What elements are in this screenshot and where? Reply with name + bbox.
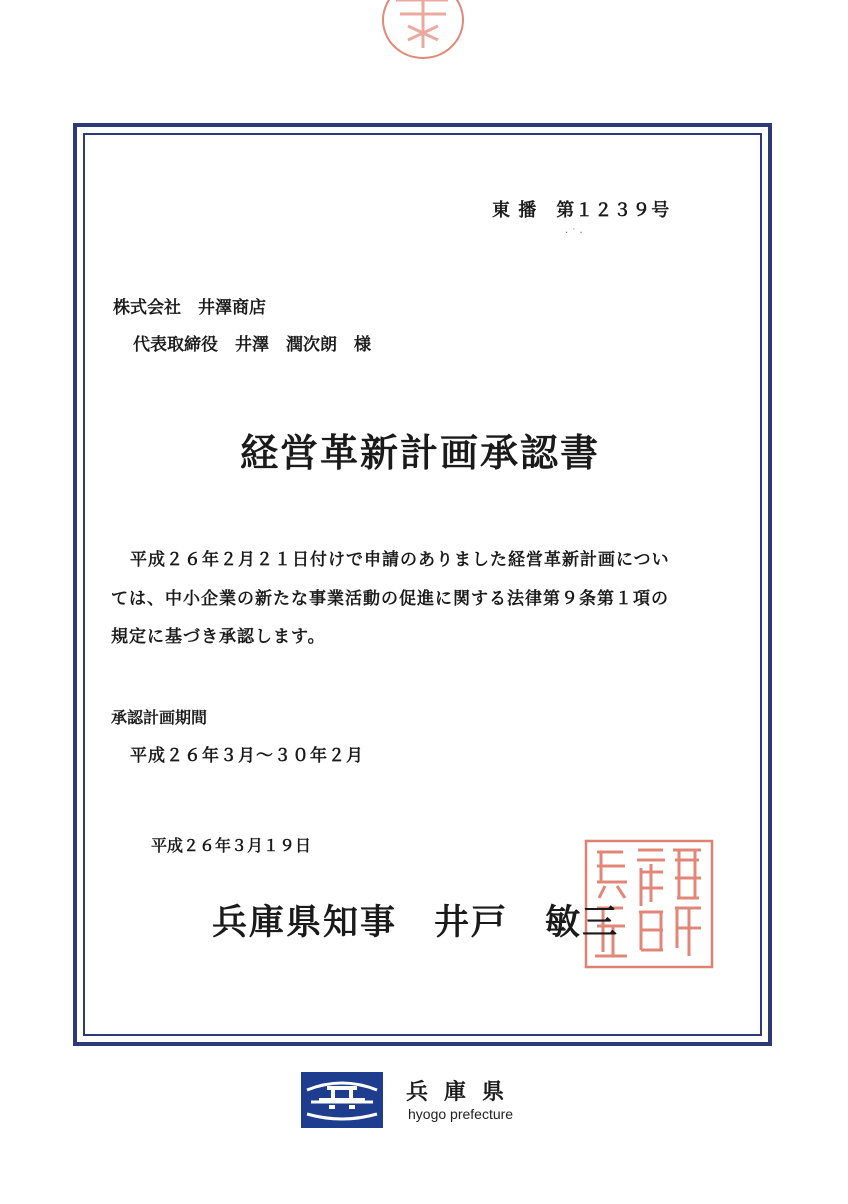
recipient-company: 株式会社 井澤商店 xyxy=(113,298,266,318)
prefecture-name-romaji: hyogo prefecture xyxy=(408,1106,514,1122)
document-number: 東 播 第１２３９号 xyxy=(492,200,671,221)
hyogo-prefecture-logo-icon xyxy=(301,1072,383,1128)
recipient-representative: 代表取締役 井澤 潤次朗 様 xyxy=(133,335,371,355)
approval-period-label: 承認計画期間 xyxy=(111,708,208,727)
body-text-line-2: ては、中小企業の新たな事業活動の促進に関する法律第９条第１項の xyxy=(111,589,669,609)
approval-period-value: 平成２６年３月～３０年２月 xyxy=(130,746,364,766)
body-text-line-1: 平成２６年２月２１日付けで申請のありました経営革新計画につい xyxy=(130,550,670,570)
governor-signature: 兵庫県知事 井戸 敏三 xyxy=(212,902,620,943)
document-title: 経営革新計画承認書 xyxy=(240,430,601,475)
partial-seal-stamp xyxy=(378,0,468,62)
prefecture-name-kanji: 兵庫県 xyxy=(406,1079,521,1105)
body-text-line-3: 規定に基づき承認します。 xyxy=(111,627,326,647)
issue-date: 平成２６年３月１９日 xyxy=(151,836,312,855)
scan-specks: · ˙ · xyxy=(565,228,583,239)
